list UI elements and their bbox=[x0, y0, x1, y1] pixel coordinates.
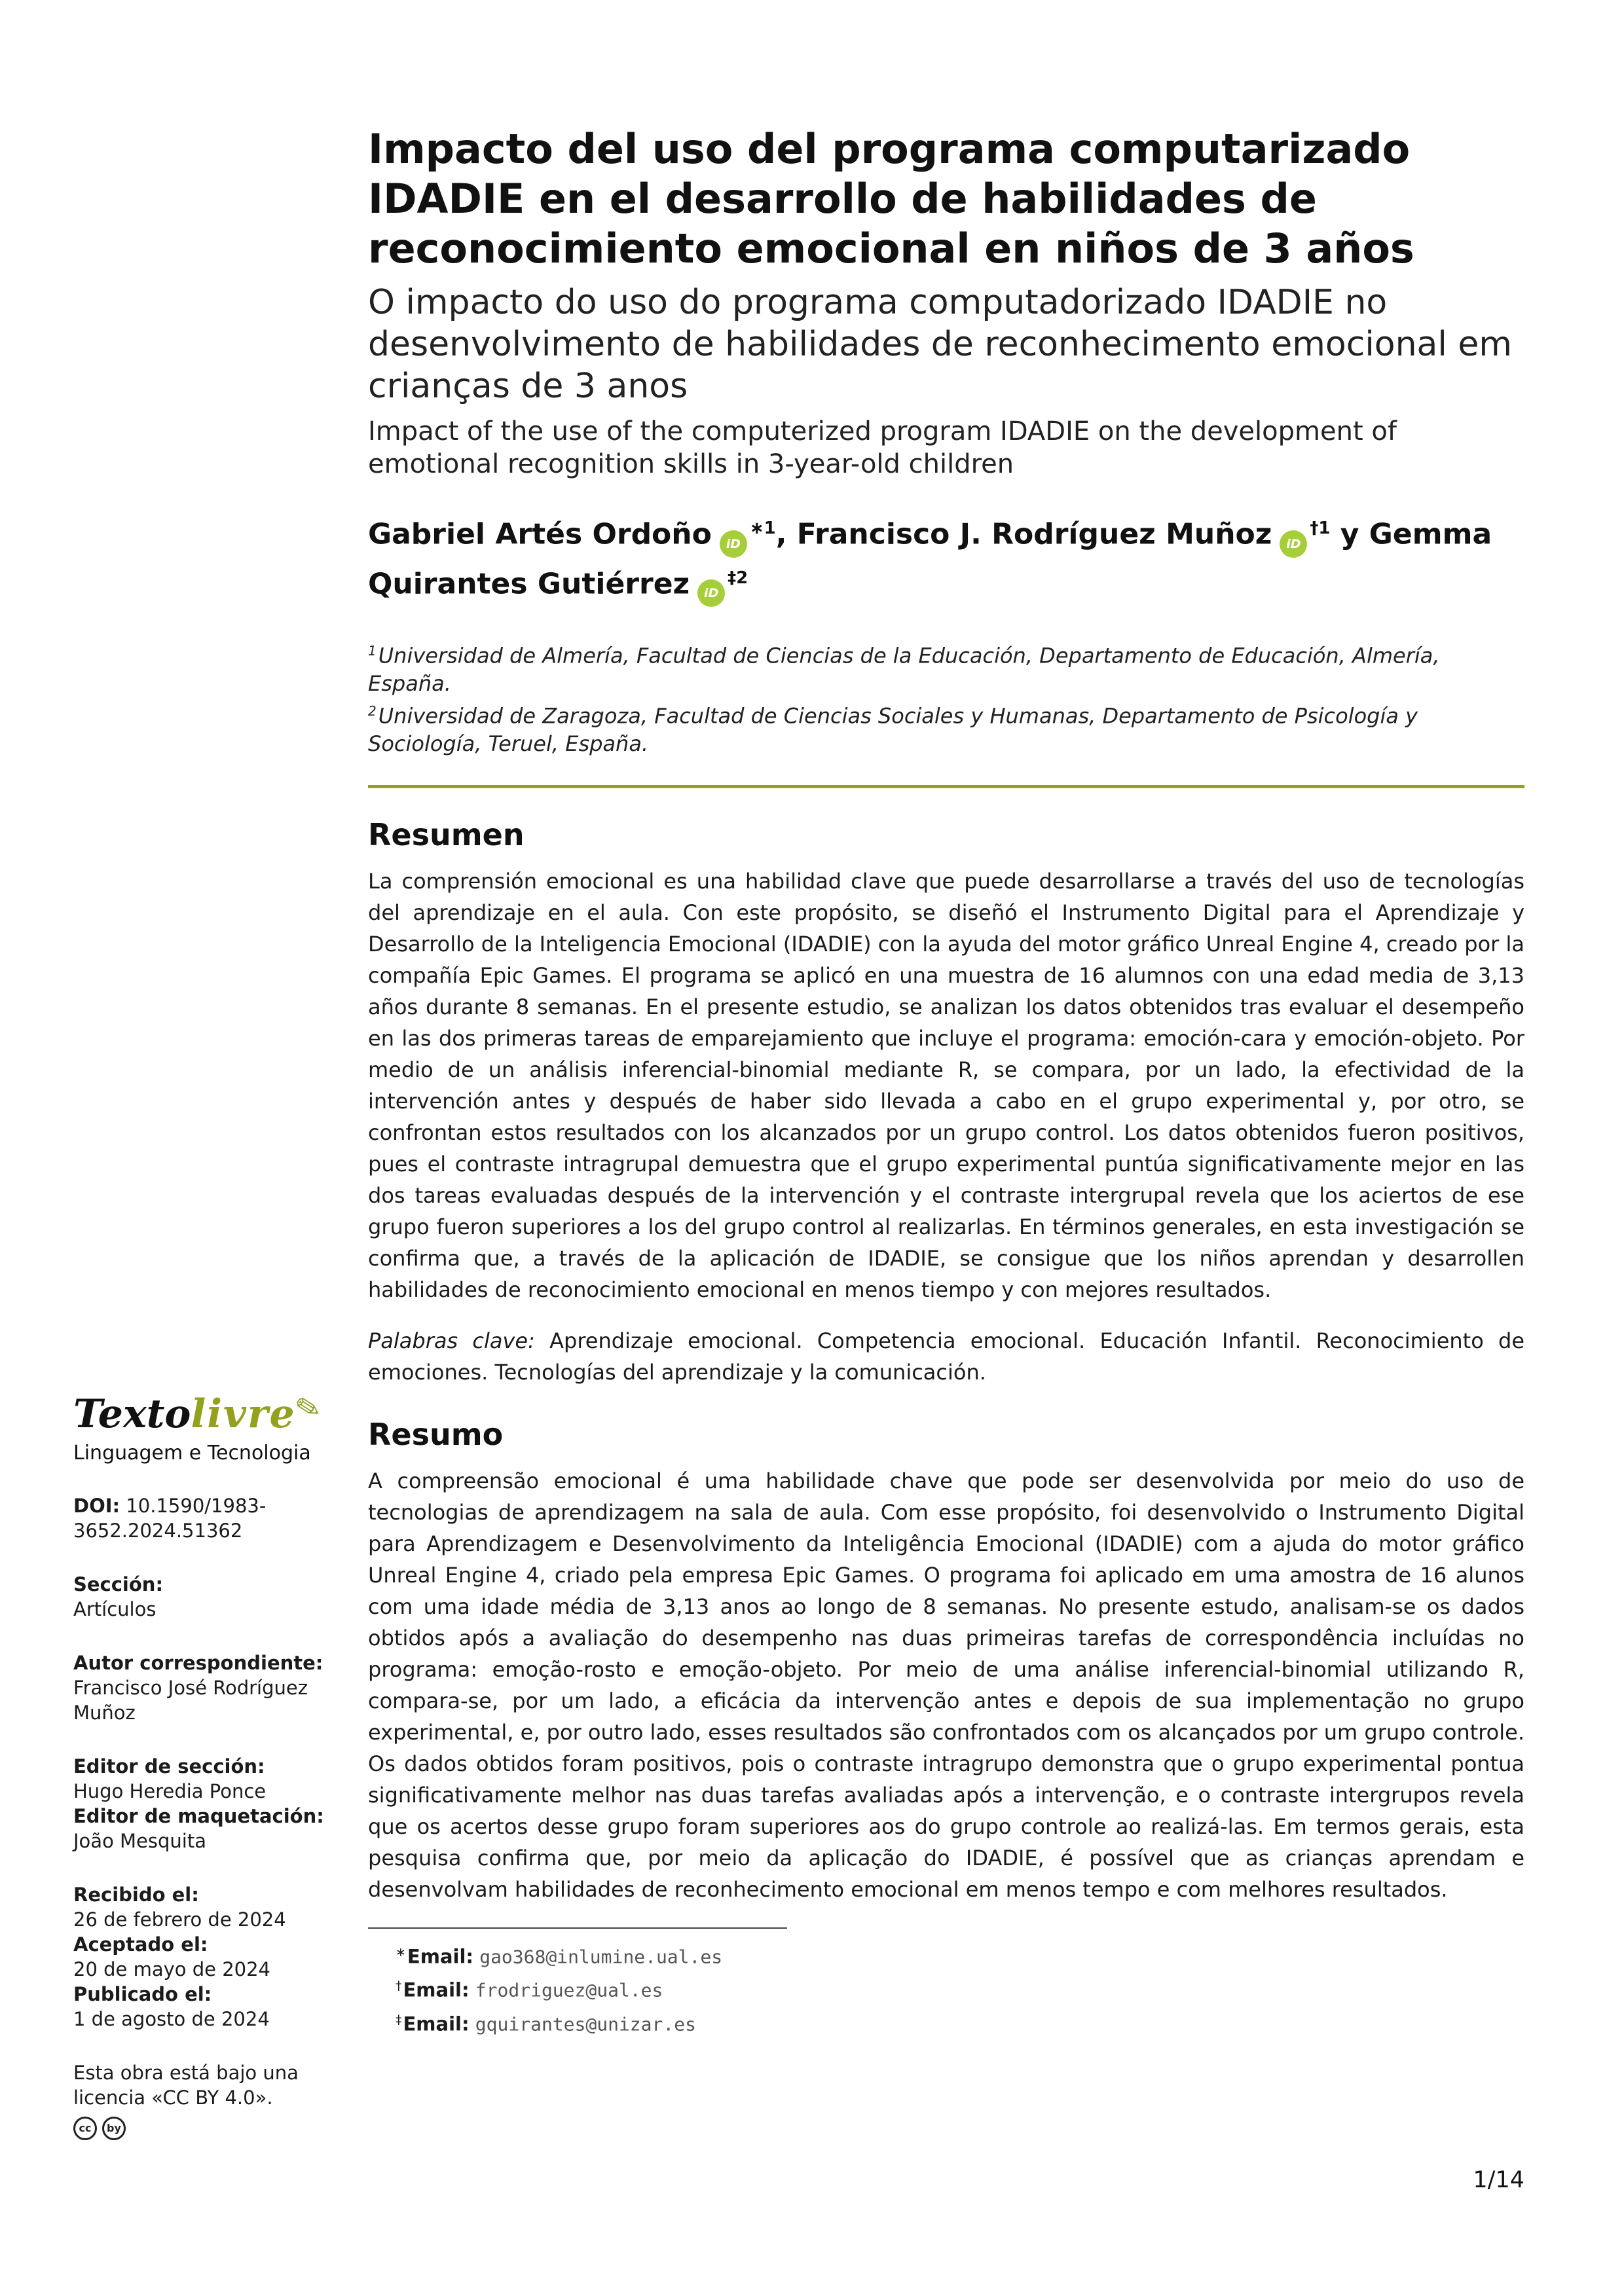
doi-value[interactable]: 10.1590/1983-3652.2024.51362 bbox=[73, 1495, 267, 1542]
keywords-text: Aprendizaje emocional. Competencia emocional. Educación Infantil. Reconocimiento de emociones. Tecnologías del aprendizaje y la comunicación. bbox=[368, 1328, 1525, 1385]
affiliations bbox=[368, 637, 1524, 757]
affiliation-1 bbox=[368, 637, 1524, 697]
journal-subtitle: Linguagem e Tecnologia bbox=[73, 1442, 311, 1465]
footnote-rule bbox=[368, 1927, 787, 1929]
email-link-1[interactable]: gao368@inlumine.ual.es bbox=[479, 1946, 723, 1968]
license-text-suffix: . bbox=[267, 2086, 273, 2109]
received-value: 26 de febrero de 2024 bbox=[73, 1908, 286, 1931]
section-value: Artículos bbox=[73, 1598, 157, 1620]
published-value: 1 de agosto de 2024 bbox=[73, 2008, 270, 2030]
section-heading-resumo: Resumo bbox=[368, 1416, 504, 1452]
footnote-2-marker: † bbox=[396, 1978, 402, 1994]
author-separator-2: y bbox=[1330, 517, 1369, 551]
footnote-2 bbox=[368, 1971, 1524, 2005]
logo-text-texto: Texto bbox=[73, 1391, 191, 1437]
email-link-2[interactable]: frodriguez@ual.es bbox=[475, 1979, 663, 2001]
doi-line bbox=[73, 1493, 335, 1543]
keywords-label: Palabras clave: bbox=[368, 1328, 535, 1353]
footnote-2-label: Email: bbox=[403, 1978, 470, 2001]
license-block bbox=[73, 2060, 335, 2140]
affiliation-2-text: Universidad de Zaragoza, Facultad de Ciencias Sociales y Humanas, Departamento de Psicología y Sociología, Teruel, España. bbox=[368, 703, 1418, 756]
cc-icon: cc bbox=[73, 2117, 97, 2140]
license-text bbox=[73, 2060, 335, 2110]
dates-block bbox=[73, 1882, 335, 2032]
journal-logo bbox=[73, 1387, 335, 1438]
affiliation-2-sup: 2 bbox=[368, 702, 377, 719]
journal-sidebar bbox=[73, 1387, 335, 2140]
editors-block bbox=[73, 1754, 335, 1853]
doi-block bbox=[73, 1493, 335, 1543]
affiliation-1-text: Universidad de Almería, Facultad de Ciencias de la Educación, Departamento de Educación, Almería, España. bbox=[368, 643, 1440, 696]
author-name-3: Gemma Quirantes Gutiérrez bbox=[368, 517, 1492, 601]
affiliation-1-sup: 1 bbox=[368, 643, 377, 659]
published-label: Publicado el: bbox=[73, 1983, 212, 2005]
footnote-3-marker: ‡ bbox=[396, 2012, 402, 2027]
article-title-pt: O impacto do uso do programa computadorizado IDADIE no desenvolvimento de habilidades de reconhecimento emocional em crianças de 3 anos bbox=[368, 283, 1513, 406]
cc-by-icon: by bbox=[102, 2117, 126, 2140]
article-title-es: Impacto del uso del programa computarizado IDADIE en el desarrollo de habilidades de reconocimiento emocional en niños de 3 años bbox=[368, 125, 1414, 272]
corresponding-author-label: Autor correspondiente: bbox=[73, 1652, 323, 1674]
footnote-1-marker: ∗ bbox=[396, 1944, 406, 1959]
section-editor-value: Hugo Heredia Ponce bbox=[73, 1780, 267, 1802]
footnote-3 bbox=[368, 2005, 1524, 2039]
author-marker-1: ∗1 bbox=[749, 519, 776, 538]
corresponding-author-block bbox=[73, 1650, 335, 1725]
orcid-icon[interactable]: iD bbox=[697, 579, 725, 607]
license-icons bbox=[73, 2117, 335, 2140]
abstract-es: La comprensión emocional es una habilidad clave que puede desarrollarse a través del uso de tecnologías del aprendizaje en el aula. Con este propósito, se diseñó el Instrumento Digital para el Aprendizaje y Desarrollo de la Inteligencia Emocional (IDADIE) con la ayuda del motor gráfico Unreal Engine 4, creado por la compañía Epic Games. El programa se aplicó en una muestra de 16 alumnos con una edad media de 3,13 años durante 8 semanas. En el presente estudio, se analizan los datos obtenidos tras evaluar el desempeño en las dos primeras tareas de emparejamiento que incluye el programa: emoción-cara y emoción-objeto. Por medio de un análisis inferencial-binomial mediante R, se compara, por un lado, la efectividad de la intervención antes y después de haber sido llevada a cabo en el grupo experimental y, por otro, se confrontan estos resultados con los alcanzados por un grupo control. Los datos obtenidos fueron positivos, pues el contraste intragrupal demuestra que el grupo experimental puntúa significativamente mejor en las dos tareas evaluadas después de la intervención y el contraste intergrupal revela que los aciertos de ese grupo fueron superiores a los del grupo control al realizarlas. En términos generales, en esta investigación se confirma que, a través de la aplicación de IDADIE, se consigue que los niños aprendan y desarrollen habilidades de reconocimiento emocional en menos tiempo y con mejores resultados. bbox=[368, 868, 1524, 1302]
author-marker-2: †1 bbox=[1310, 519, 1331, 538]
abstract-pt: A compreensão emocional é uma habilidade chave que pode ser desenvolvida por meio do uso de tecnologias de aprendizagem na sala de aula. Com esse propósito, foi desenvolvido o Instrumento Digital para Aprendizagem e Desenvolvimento da Inteligência Emocional (IDADIE) com a ajuda do motor gráfico Unreal Engine 4, criado pela empresa Epic Games. O programa foi aplicado em uma amostra de 16 alunos com uma idade média de 3,13 anos ao longo de 8 semanas. No presente estudo, analisam-se os dados obtidos após a avaliação do desempenho nas duas primeiras tarefas de correspondência incluídas no programa: emoção-rosto e emoção-objeto. Por meio de uma análise inferencial-binomial utilizando R, compara-se, por um lado, a eficácia da intervenção antes e depois de sua implementação no grupo experimental, e, por outro lado, esses resultados são confrontados com os alcançados por um grupo controle. Os dados obtidos foram positivos, pois o contraste intragrupo demonstra que o grupo experimental pontua significativamente melhor nas duas tarefas avaliadas após a intervenção, e o contraste intergrupos revela que os acertos desse grupo foram superiores aos do grupo controle ao realizá-las. Em termos gerais, esta pesquisa confirma que, por meio da aplicação do IDADIE, é possível que as crianças aprendam e desenvolvam habilidades de reconhecimento emocional em menos tempo e com melhores resultados. bbox=[368, 1468, 1524, 1902]
corresponding-author-value: Francisco José Rodríguez Muñoz bbox=[73, 1677, 308, 1724]
author-separator-1: , bbox=[775, 517, 797, 551]
article-title-en: Impact of the use of the computerized program IDADIE on the development of emotional recognition skills in 3-year-old children bbox=[368, 416, 1397, 479]
affiliation-2 bbox=[368, 697, 1524, 757]
section-label: Sección: bbox=[73, 1573, 164, 1595]
author-name-1: Gabriel Artés Ordoño bbox=[368, 517, 712, 551]
article-main bbox=[368, 0, 1524, 2039]
footnote-1 bbox=[368, 1938, 1524, 1972]
accepted-label: Aceptado el: bbox=[73, 1933, 208, 1956]
orcid-icon[interactable]: iD bbox=[720, 530, 747, 558]
author-line bbox=[368, 508, 1524, 607]
footnote-3-label: Email: bbox=[403, 2013, 470, 2035]
pencil-icon: ✎ bbox=[291, 1387, 324, 1428]
section-block bbox=[73, 1572, 335, 1622]
footnote-1-label: Email: bbox=[407, 1945, 473, 1968]
received-label: Recibido el: bbox=[73, 1884, 199, 1906]
layout-editor-value: João Mesquita bbox=[73, 1830, 206, 1852]
author-marker-3: ‡2 bbox=[728, 568, 748, 588]
accent-divider bbox=[368, 785, 1524, 788]
orcid-icon[interactable]: iD bbox=[1280, 530, 1307, 558]
section-editor-label: Editor de sección: bbox=[73, 1755, 265, 1777]
email-link-3[interactable]: gquirantes@unizar.es bbox=[475, 2013, 696, 2035]
page-number: 1/14 bbox=[1473, 2167, 1524, 2193]
license-link[interactable]: «CC BY 4.0» bbox=[151, 2086, 267, 2109]
footnotes bbox=[368, 1927, 1524, 2039]
layout-editor-label: Editor de maquetación: bbox=[73, 1805, 324, 1827]
section-heading-resumen: Resumen bbox=[368, 816, 525, 852]
doi-label: DOI: bbox=[73, 1495, 120, 1517]
keywords-es bbox=[368, 1325, 1524, 1388]
author-name-2: Francisco J. Rodríguez Muñoz bbox=[796, 517, 1272, 551]
logo-text-livre: livre bbox=[191, 1391, 296, 1437]
license-text-prefix: Esta obra está bajo una licencia bbox=[73, 2062, 299, 2109]
accepted-value: 20 de mayo de 2024 bbox=[73, 1958, 271, 1980]
